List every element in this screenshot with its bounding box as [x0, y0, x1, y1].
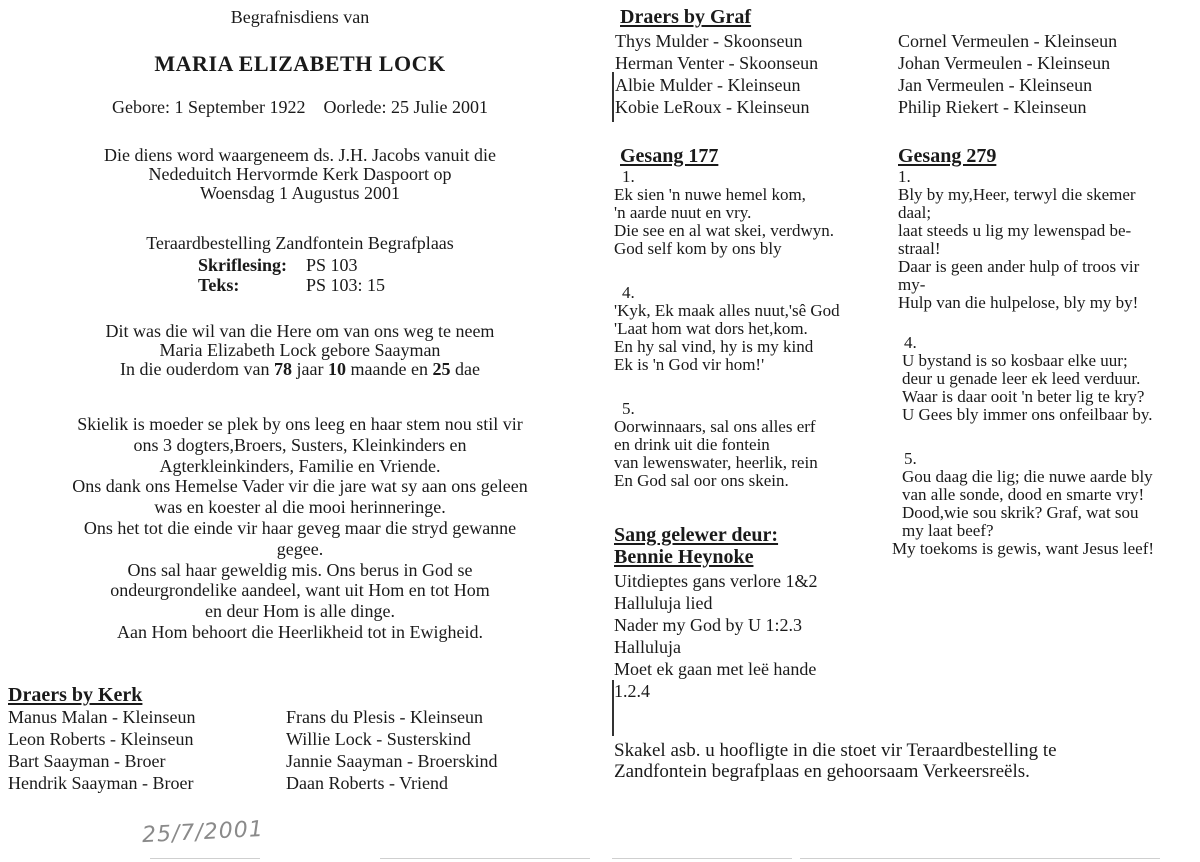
songs-list	[614, 570, 817, 702]
verse-line: van alle sonde, dood en smarte vry!	[902, 485, 1145, 504]
bearer-entry: Willie Lock - Susterskind	[286, 729, 471, 749]
crop-mark	[800, 858, 1160, 859]
tribute-line: Ons sal haar geweldig mis. Ons berus in God se	[127, 559, 473, 580]
verse-line: en drink uit die fontein	[614, 435, 770, 454]
service-info	[40, 146, 560, 203]
verse-line: U bystand is so kosbaar elke uur;	[902, 351, 1128, 370]
grave-bearers-col2	[898, 30, 1117, 118]
verse-line: Bly by my,Heer, terwyl die skemer	[898, 185, 1136, 204]
bearer-entry: Johan Vermeulen - Kleinseun	[898, 53, 1111, 73]
life-dates	[40, 98, 560, 117]
verse-line: God self kom by ons bly	[614, 239, 782, 258]
verse-line: my laat beef?	[902, 521, 994, 540]
verse-line: Waar is daar ooit 'n beter lig te kry?	[902, 387, 1145, 406]
age-months-word: maande en	[350, 359, 428, 379]
verse-line: Gou daag die lig; die nuwe aarde bly	[902, 467, 1153, 486]
bearer-entry: Manus Malan - Kleinseun	[8, 707, 196, 727]
grave-bearers-col1	[615, 30, 818, 118]
church-bearers-col2	[286, 706, 497, 794]
verse-line: 'Kyk, Ek maak alles nuut,'sê God	[614, 301, 840, 320]
verse-number: 5.	[904, 449, 917, 468]
verse-line: Daar is geen ander hulp of troos vir	[898, 257, 1140, 276]
song-item: Nader my God by U 1:2.3	[614, 615, 802, 635]
tribute-line: ondeurgrondelike aandeel, want uit Hom en tot Hom	[110, 580, 490, 601]
verse-line: Ek sien 'n nuwe hemel kom,	[614, 185, 806, 204]
will-line: Dit was die wil van die Here om van ons weg te neem	[105, 321, 495, 341]
bearer-entry: Philip Riekert - Kleinseun	[898, 97, 1087, 117]
verse-line: Oorwinnaars, sal ons alles erf	[614, 417, 816, 436]
age-days: 25	[432, 359, 451, 379]
tribute-line: Ons het tot die einde vir haar geveg maar die stryd gewanne	[83, 517, 517, 538]
verse-line: En hy sal vind, hy is my kind	[614, 337, 814, 356]
will-line: Maria Elizabeth Lock gebore Saayman	[159, 340, 441, 360]
margin-mark	[612, 72, 614, 122]
will-text	[0, 322, 600, 379]
service-line: Die diens word waargeneem ds. J.H. Jacobs vanuit die	[103, 145, 497, 165]
crop-mark	[150, 858, 260, 859]
verse-line: van lewenswater, heerlik, rein	[614, 453, 818, 472]
verse-line: Hulp van die hulpelose, bly my by!	[898, 293, 1139, 312]
notice-line: Skakel asb. u hoofligte in die stoet vir Teraardbestelling te	[614, 740, 1057, 761]
text-line	[198, 276, 385, 295]
burial-place: Teraardbestelling Zandfontein Begrafplaas	[146, 233, 454, 253]
hymn-177-heading: Gesang 177	[620, 145, 719, 167]
verse-line: My toekoms is gewis, want Jesus leef!	[892, 539, 1155, 558]
died-label: Oorlede:	[323, 97, 387, 117]
crop-mark	[612, 858, 792, 859]
songs-heading	[614, 524, 778, 568]
church-bearers-heading: Draers by Kerk	[8, 684, 143, 706]
tribute-line: en deur Hom is alle dinge.	[205, 601, 395, 622]
service-title: Begrafnisdiens van	[230, 7, 370, 27]
traffic-notice	[614, 740, 1057, 782]
verse-number: 1.	[898, 167, 911, 186]
notice-line: Zandfontein begrafplaas en gehoorsaam Verkeersreëls.	[614, 761, 1030, 782]
verse-line: laat steeds u lig my lewenspad be-	[898, 221, 1132, 240]
reading-value: PS 103	[306, 255, 358, 275]
tribute-line: Skielik is moeder se plek by ons leeg en haar stem nou stil vir	[77, 414, 523, 434]
crop-mark	[380, 858, 590, 859]
verse-line: daal;	[898, 203, 932, 222]
verse-line: Die see en al wat skei, verdwyn.	[614, 221, 834, 240]
bearer-entry: Thys Mulder - Skoonseun	[615, 31, 803, 51]
text-value: PS 103: 15	[306, 275, 386, 295]
singer-name: Bennie Heynoke	[614, 546, 754, 568]
age-years: 78	[274, 359, 293, 379]
bearer-entry: Cornel Vermeulen - Kleinseun	[898, 31, 1118, 51]
age-months: 10	[328, 359, 346, 379]
bearer-entry: Kobie LeRoux - Kleinseun	[615, 97, 810, 117]
tribute-line: ons 3 dogters,Broers, Susters, Kleinkinders en	[133, 434, 467, 455]
verse-number: 1.	[622, 167, 635, 186]
songs-heading-line: Sang gelewer deur:	[614, 524, 779, 546]
verse-line: Ek is 'n God vir hom!'	[614, 355, 765, 374]
hymn-279-heading: Gesang 279	[898, 145, 997, 167]
verse-number: 5.	[622, 399, 635, 418]
bearer-entry: Frans du Plesis - Kleinseun	[286, 707, 483, 727]
tribute-line: Ons dank ons Hemelse Vader vir die jare wat sy aan ons geleen	[72, 476, 528, 497]
age-days-word: dae	[454, 359, 480, 379]
reading-line	[198, 256, 358, 275]
bearer-entry: Daan Roberts - Vriend	[286, 773, 449, 793]
reading-label: Skriflesing:	[198, 255, 288, 275]
handwritten-date: 25/7/2001	[141, 816, 265, 849]
bearer-entry: Jan Vermeulen - Kleinseun	[898, 75, 1093, 95]
verse-line: deur u genade leer ek leed verduur.	[902, 369, 1141, 388]
verse-line: 'Laat hom wat dors het,kom.	[614, 319, 808, 338]
bearer-entry: Jannie Saayman - Broerskind	[286, 751, 498, 771]
verse-line: straal!	[898, 239, 941, 258]
verse-line: En God sal oor ons skein.	[614, 471, 789, 490]
bearer-entry: Bart Saayman - Broer	[8, 751, 166, 771]
born-date: 1 September 1922	[174, 97, 306, 117]
service-line: Nededuitch Hervormde Kerk Daspoort op	[148, 164, 452, 184]
bearer-entry: Hendrik Saayman - Broer	[8, 773, 194, 793]
age-line	[0, 360, 600, 379]
died-date: 25 Julie 2001	[390, 97, 488, 117]
tribute-line: gegee.	[276, 538, 324, 559]
bearer-entry: Albie Mulder - Kleinseun	[615, 75, 801, 95]
song-item: Moet ek gaan met leë hande	[614, 659, 817, 679]
verse-line: 'n aarde nuut en vry.	[614, 203, 752, 222]
hymn-279-text	[892, 167, 1155, 558]
grave-bearers-heading: Draers by Graf	[620, 6, 752, 28]
verse-number: 4.	[904, 333, 917, 352]
song-item: 1.2.4	[614, 681, 650, 701]
text-label: Teks:	[198, 275, 240, 295]
age-prefix: In die ouderdom van	[120, 359, 270, 379]
service-line: Woensdag 1 Augustus 2001	[199, 183, 401, 203]
age-years-word: jaar	[296, 359, 324, 379]
verse-line: Dood,wie sou skrik? Graf, wat sou	[902, 503, 1139, 522]
bearer-entry: Leon Roberts - Kleinseun	[8, 729, 194, 749]
song-item: Uitdieptes gans verlore 1&2	[614, 571, 818, 591]
born-label: Gebore:	[112, 97, 170, 117]
verse-number: 4.	[622, 283, 635, 302]
margin-mark	[612, 680, 614, 736]
song-item: Halluluja	[614, 637, 681, 657]
tribute-line: was en koester al die mooi herinneringe.	[154, 497, 446, 518]
tribute-text	[0, 414, 600, 643]
verse-line: U Gees bly immer ons onfeilbaar by.	[902, 405, 1153, 424]
song-item: Halluluja lied	[614, 593, 713, 613]
verse-line: my-	[898, 275, 926, 294]
bearer-entry: Herman Venter - Skoonseun	[615, 53, 819, 73]
hymn-177-text	[614, 168, 840, 490]
church-bearers-col1	[8, 706, 195, 794]
tribute-line: Aan Hom behoort die Heerlikheid tot in Ewigheid.	[117, 621, 483, 642]
deceased-name: MARIA ELIZABETH LOCK	[154, 51, 446, 76]
tribute-line: Agterkleinkinders, Familie en Vriende.	[159, 455, 441, 476]
